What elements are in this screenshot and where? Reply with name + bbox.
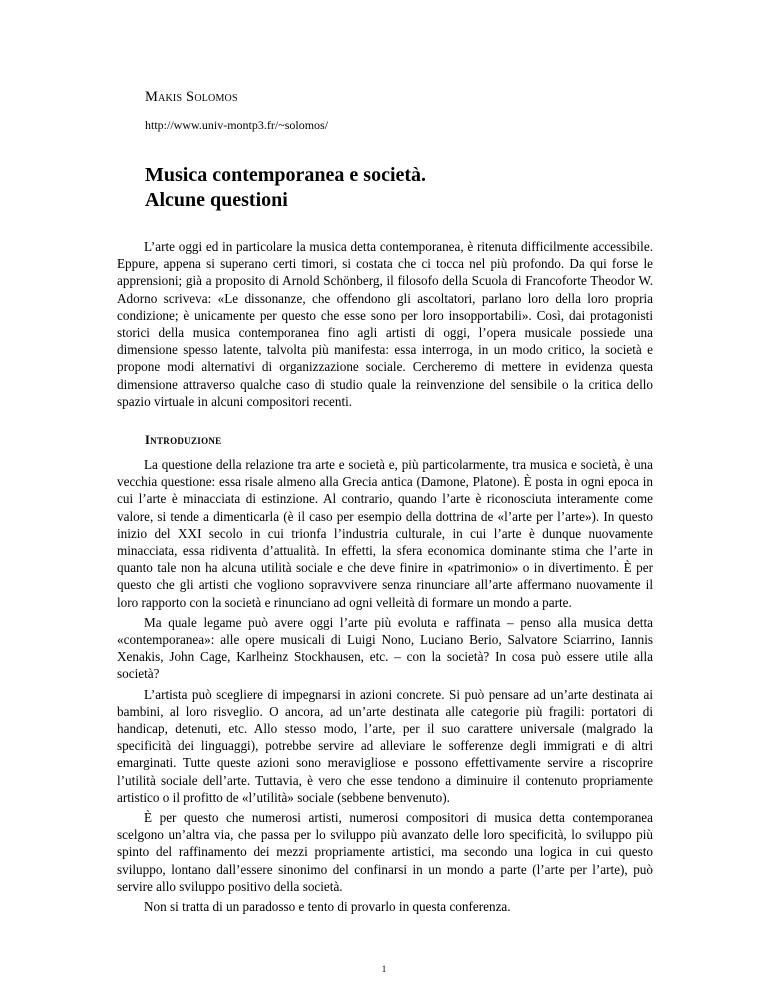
paper-title-line-1: Musica contemporanea e società. — [145, 164, 427, 186]
body-paragraph: È per questo che numerosi artisti, numerosi compositori di musica detta contemporanea scelgono un’altra via, che passa per lo sviluppo più avanzato delle loro specificità, lo sviluppo più spinto del raffinamento dei mezzi propriamente artistici, ma secondo una logica in cui questo sviluppo, lontano dall’essere sinonimo del confinarsi in un mondo a parte (l’arte per l’arte), può servire allo sviluppo positivo della società. — [117, 810, 653, 894]
section-body — [117, 456, 653, 918]
paper-title — [145, 163, 426, 213]
paper-title-line-2: Alcune questioni — [145, 189, 288, 211]
body-paragraph: La questione della relazione tra arte e società e, più particolarmente, tra musica e società, è una vecchia questione: essa risale almeno alla Grecia antica (Damone, Platone). È posta in ogni epoca in cui l’arte è minacciata di estinzione. Al contrario, quando l’arte è riconosciuta interamente come valore, si tende a dimenticarla (è il caso per esempio della dottrina de «l’arte per l’arte»). In questo inizio del XXI secolo in cui trionfa l’industria culturale, in cui l’arte è dunque nuovamente minacciata, essa ridiventa d’attualità. In effetti, la sfera economica dominante stima che l’arte in quanto tale non ha alcuna utilità sociale e che deve finire in «patrimonio» o in divertimento. È per questo che gli artisti che vogliono sopravvivere senza rinunciare all’arte affermano nuovamente il loro rapporto con la società e rinunciano ad ogni velleità di formare un mondo a parte. — [117, 457, 653, 610]
page-number: 1 — [381, 964, 387, 974]
section-heading-introduzione: Introduzione — [145, 433, 222, 447]
author-name: Makis Solomos — [145, 89, 238, 105]
author-url: http://www.univ-montp3.fr/~solomos/ — [145, 118, 329, 132]
body-paragraph: Non si tratta di un paradosso e tento di provarlo in questa conferenza. — [144, 899, 511, 915]
body-paragraph: Ma quale legame può avere oggi l’arte più evoluta e raffinata – penso alla musica detta «contemporanea»: alle opere musicali di Luigi Nono, Luciano Berio, Salvatore Sciarrino, Iannis Xenakis, John Cage, Karlheinz Stockhausen, etc. – con la società? In cosa può essere utile alla società? — [117, 614, 653, 682]
abstract-paragraph: L’arte oggi ed in particolare la musica detta contemporanea, è ritenuta difficilmente accessibile. Eppure, appena si superano certi timori, si costata che ci tocca nel più profondo. Da qui forse le apprensioni; già a proposito di Arnold Schönberg, il filosofo della Scuola di Francoforte Theodor W. Adorno scriveva: «Le dissonanze, che offendono gli ascoltatori, parlano loro della loro propria condizione; è unicamente per questo che esse sono per loro insopportabili». Così, dai protagonisti storici della musica contemporanea fino agli artisti di oggi, l’opera musicale possiede una dimensione spesso latente, talvolta più manifesta: essa interroga, in un modo critico, la società e propone modi alternativi di organizzazione sociale. Cercheremo di mettere in evidenza questa dimensione attraverso qualche caso di studio quale la reinvenzione del sensibile o la critica dello spazio virtuale in alcuni compositori recenti. — [117, 239, 653, 409]
body-paragraph: L’artista può scegliere di impegnarsi in azioni concrete. Si può pensare ad un’arte destinata ai bambini, al loro risveglio. O ancora, ad un’arte destinata alle categorie più fragili: portatori di handicap, detenuti, etc. Allo stesso modo, l’arte, per il suo carattere universale (malgrado la specificità dei linguaggi), potrebbe servire ad alleviare le sofferenze degli immigrati e di altri emarginati. Tutte queste azioni sono meravigliose e possono effettivamente servire a riscoprire l’utilità sociale dell’arte. Tuttavia, è vero che esse tendono a diminuire il contenuto propriamente artistico o il profitto de «l’utilità» sociale (sebbene benvenuto). — [117, 686, 653, 805]
